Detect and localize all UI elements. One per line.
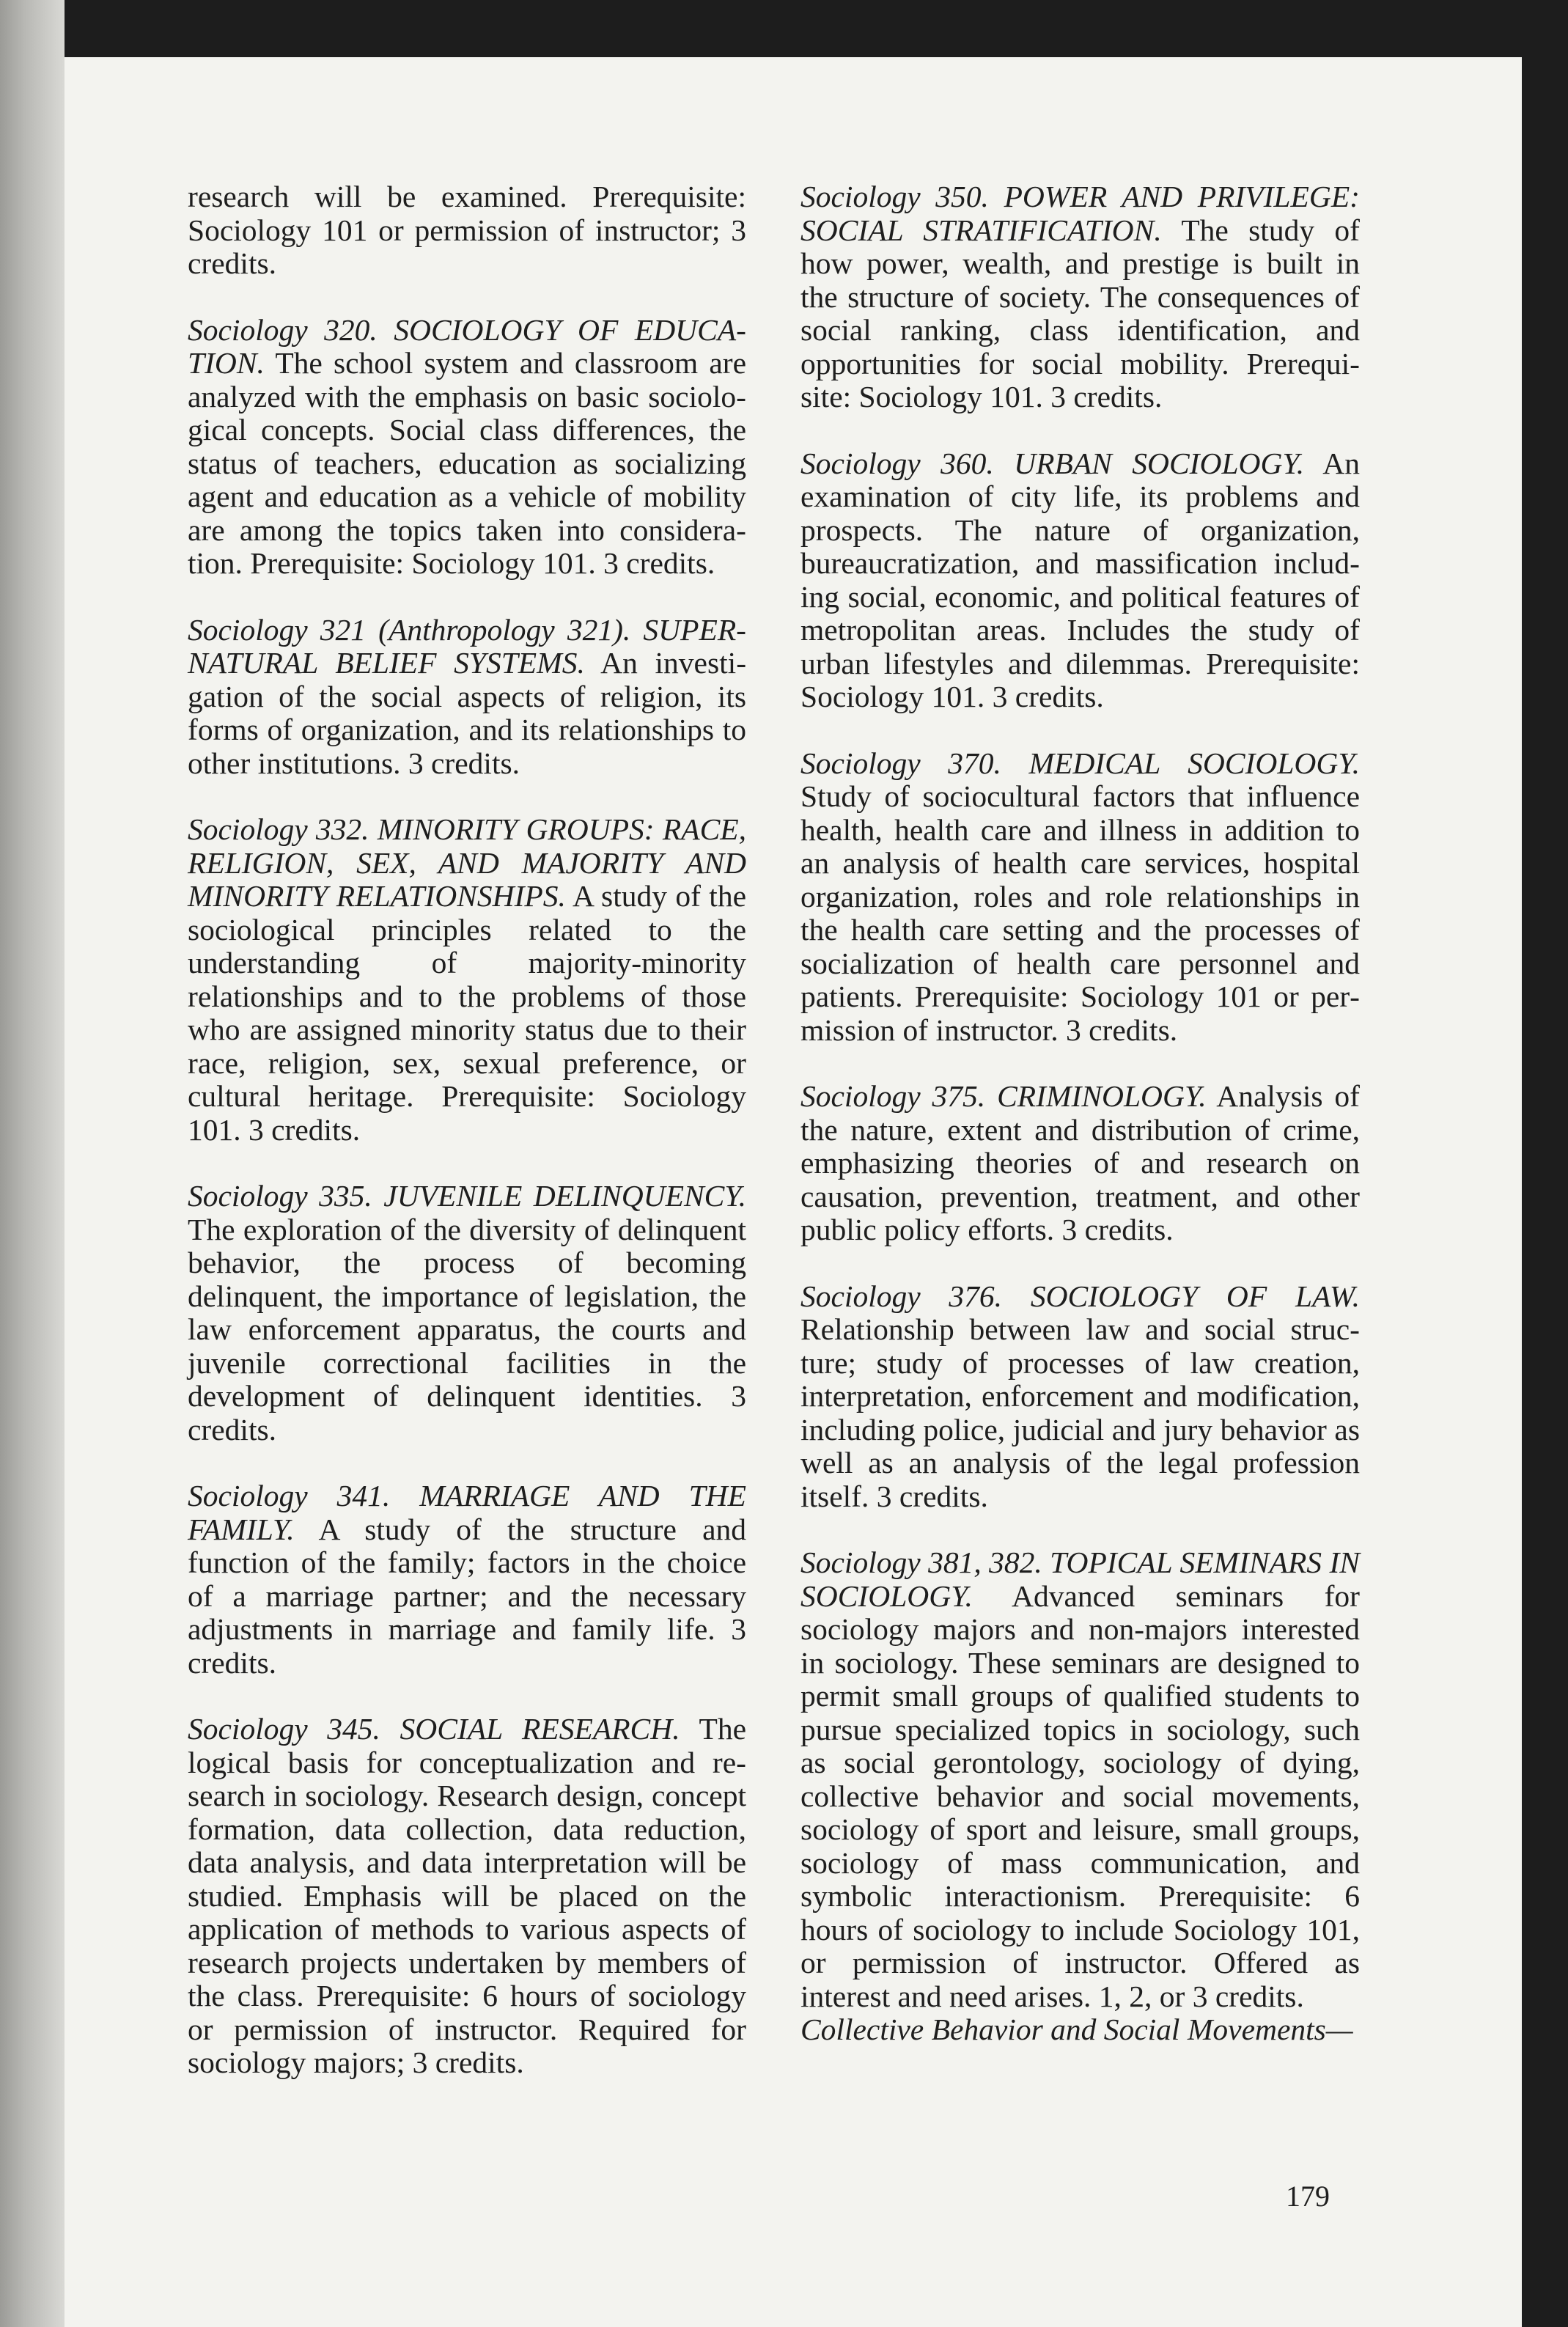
- course-description: Study of sociocultural factors that influence health, health care and illness in addition to an analysis of health care services, hospital organization, roles and role relationships in the health care setting and the processes of socialization of health care personnel and patients. Prerequisite: Sociology 101 or permission of instructor. 3 credits.: [800, 779, 1360, 1047]
- course-title: Sociology 321 (Anthropology 321). SUPERNATURAL BELIEF SYSTEMS.: [188, 612, 746, 680]
- course-entry-soc-360: [800, 447, 1360, 714]
- course-entry-soc-370: [800, 747, 1360, 1048]
- course-title: Sociology 376. SOCIOLOGY OF LAW.: [800, 1279, 1360, 1313]
- course-description: A study of the structure and function of the family; factors in the choice of a marriage partner; and the necessary adjustments in marriage and family life. 3 credits.: [188, 1512, 746, 1680]
- course-entry-soc-335: [188, 1180, 746, 1446]
- course-description: An examination of city life, its problems and prospects. The nature of organization, bureaucratization, and massification including social, economic, and political features of metropolitan areas. Includes the study of urban lifestyles and dilemmas. Prerequisite: Sociology 101. 3 credits.: [800, 446, 1360, 713]
- course-description: Advanced seminars for sociology majors and non-majors interested in sociology. These seminars are designed to permit small groups of qualified students to pursue specialized topics in sociology, such as social gerontology, sociology of dying, collective behavior and social movements, sociology of sport and leisure, small groups, sociology of mass communication, and symbolic interactionism. Prerequisite: 6 hours of sociology to include Sociology 101, or permission of instructor. Offered as interest and need arises. 1, 2, or 3 credits.: [800, 1578, 1360, 2013]
- course-entry-soc-375: [800, 1080, 1360, 1247]
- course-entry-soc-341: [188, 1479, 746, 1680]
- course-title: Sociology 320. SOCIOLOGY OF EDUCATION.: [188, 312, 746, 380]
- course-entry-soc-350: [800, 180, 1360, 414]
- course-title: Sociology 345. SOCIAL RESEARCH.: [188, 1712, 680, 1746]
- catalog-page: [65, 57, 1522, 2327]
- course-entry-soc-320: [188, 314, 746, 581]
- course-description: The study of how power, wealth, and prestige is built in the structure of society. The consequences of social ranking, class identification, and opportunities for social mobility. Prerequisite: Sociology 101. 3 credits.: [800, 213, 1360, 413]
- course-title: Sociology 341. MARRIAGE AND THE FAMILY.: [188, 1479, 746, 1546]
- course-title: Sociology 350. POWER AND PRIVILEGE: SOCIAL STRATIFICATION.: [800, 180, 1360, 247]
- left-column: [188, 180, 746, 2113]
- course-entry-soc-376: [800, 1280, 1360, 1514]
- course-entry-soc-381-382: [800, 1546, 1360, 2013]
- course-description: The exploration of the diversity of delinquent behavior, the process of becoming delinquent, the importance of legislation, the law enforcement apparatus, the courts and juvenile correctional facilities in the development of delinquent identities. 3 credits.: [188, 1212, 746, 1446]
- page-number: 179: [1286, 2180, 1330, 2213]
- course-description: The logical basis for conceptualization and research in sociology. Research design, concept formation, data collection, data reduction, data analysis, and data interpretation will be studied. Emphasis will be placed on the application of methods to various aspects of research projects undertaken by members of the class. Prerequisite: 6 hours of sociology or permission of instructor. Required for sociology majors; 3 credits.: [188, 1712, 746, 2079]
- course-title: Sociology 360. URBAN SOCIOLOGY.: [800, 446, 1305, 480]
- course-title: Sociology 335. JUVENILE DELINQUENCY.: [188, 1179, 746, 1213]
- course-description: The school system and classroom are analyzed with the emphasis on basic sociological concepts. Social class differences, the status of teachers, education as socializing agent and education as a vehicle of mobility are among the topics taken into consideration. Prerequisite: Sociology 101. 3 credits.: [188, 346, 746, 580]
- course-description: Relationship between law and social structure; study of processes of law creation, interpretation, enforcement and modification, including police, judicial and jury behavior as well as an analysis of the legal profession itself. 3 credits.: [800, 1312, 1360, 1513]
- course-title: Sociology 332. MINORITY GROUPS: RACE, RELIGION, SEX, AND MAJORITY AND MINORITY RELATIONSHIPS.: [188, 812, 746, 913]
- right-column: [800, 180, 1360, 2047]
- course-title: Sociology 370. MEDICAL SOCIOLOGY.: [800, 746, 1360, 780]
- course-entry-soc-345: [188, 1713, 746, 2080]
- course-entry-soc-321: [188, 614, 746, 781]
- course-description: An investigation of the social aspects of religion, its forms of organization, and its relationships to other institutions. 3 credits.: [188, 646, 747, 780]
- continued-paragraph: research will be examined. Prerequisite: Sociology 101 or permission of instructor; 3 credits.: [188, 180, 746, 280]
- course-title: Sociology 381, 382. TOPICAL SEMINARS IN SOCIOLOGY.: [800, 1545, 1360, 1613]
- facing-page-edge: [0, 0, 65, 2327]
- course-title: Sociology 375. CRIMINOLOGY.: [800, 1079, 1207, 1113]
- course-entry-soc-332: [188, 813, 746, 1147]
- continuation-heading: Collective Behavior and Social Movements—: [800, 2012, 1353, 2046]
- course-description: Analysis of the nature, extent and distribution of crime, emphasizing theories of and research on causation, prevention, treatment, and other public policy efforts. 3 credits.: [800, 1079, 1360, 1246]
- course-description: A study of the sociological principles related to the understanding of majority-minority relationships and to the problems of those who are assigned minority status due to their race, religion, sex, sexual preference, or cultural heritage. Prerequisite: Sociology 101. 3 credits.: [188, 879, 746, 1147]
